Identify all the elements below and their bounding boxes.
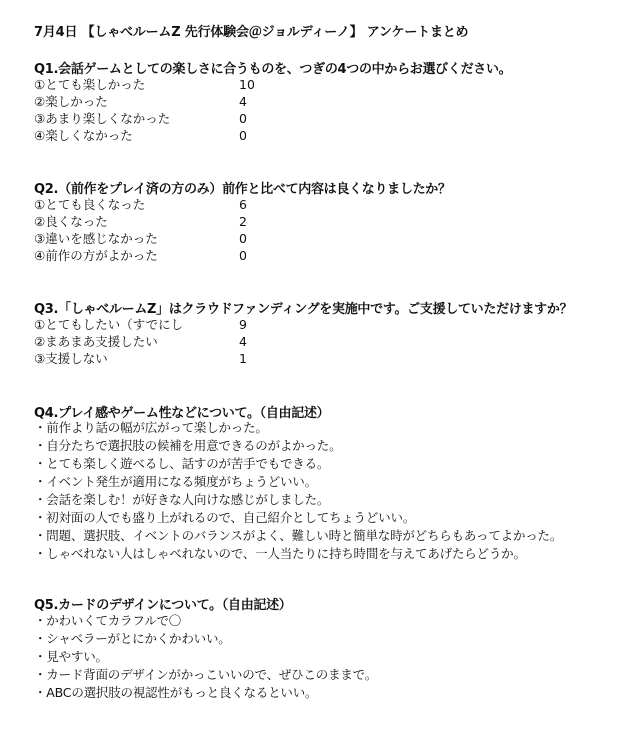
q3-option-count: 4 [239, 334, 247, 349]
q1-option-row [34, 93, 269, 110]
q3-option-label: ①とてもしたい（すでにし [34, 317, 184, 332]
q4-answer: ・初対面の人でも盛り上がれるので、自己紹介としてちょうどいい。 [34, 510, 416, 525]
q1-option-label: ③あまり楽しくなかった [34, 111, 171, 126]
q1-option-count: 0 [239, 111, 247, 126]
q2-option-count: 0 [239, 248, 247, 263]
q1-option-count: 0 [239, 128, 247, 143]
q3-option-count: 9 [239, 317, 247, 332]
q5-answer: ・ABCの選択肢の視認性がもっと良くなるといい。 [34, 685, 318, 700]
q1-option-label: ②楽しかった [34, 94, 108, 109]
q2-option-row [34, 247, 269, 264]
q2-option-row [34, 213, 269, 230]
q2-option-label: ②良くなった [34, 214, 108, 229]
q2-option-count: 0 [239, 231, 247, 246]
q4-answer: ・前作より話の幅が広がって楽しかった。 [34, 420, 268, 435]
q2-option-label: ④前作の方がよかった [34, 248, 158, 263]
q2-option-count: 2 [239, 214, 247, 229]
q2-option-row [34, 196, 269, 213]
q3-option-count: 1 [239, 351, 247, 366]
q2-question: Q2.（前作をプレイ済の方のみ）前作と比べて内容は良くなりましたか？ [34, 182, 451, 197]
q3-question: Q3.「しゃべルームZ」はクラウドファンディングを実施中です。ご支援していただけますか？ [34, 302, 573, 317]
q3-option-row [34, 350, 269, 367]
q4-answer: ・問題、選択肢、イベントのバランスがよく、難しい時と簡単な時がどちらもあってよかった。 [34, 528, 563, 543]
q4-answer: ・しゃべれない人はしゃべれないので、一人当たりに持ち時間を与えてあげたらどうか。 [34, 546, 526, 561]
q5-answer: ・カード背面のデザインがかっこいいので、ぜひこのままで。 [34, 667, 378, 682]
q3-option-label: ②まあまあ支援したい [34, 334, 158, 349]
q1-option-row [34, 127, 269, 144]
q2-option-label: ③違いを感じなかった [34, 231, 158, 246]
q2-option-label: ①とても良くなった [34, 197, 146, 212]
q1-option-count: 4 [239, 94, 247, 109]
q5-answer: ・シャベラーがとにかくかわいい。 [34, 631, 231, 646]
q2-option-count: 6 [239, 197, 247, 212]
q4-question: Q4.プレイ感やゲーム性などについて。（自由記述） [34, 406, 330, 421]
q1-option-count: 10 [239, 77, 255, 92]
q1-option-label: ④楽しくなかった [34, 128, 133, 143]
q1-option-label: ①とても楽しかった [34, 77, 146, 92]
q4-answer: ・とても楽しく遊べるし、話すのが苦手でもできる。 [34, 456, 330, 471]
q5-answer: ・見やすい。 [34, 649, 108, 664]
q3-option-label: ③支援しない [34, 351, 108, 366]
q3-option-row [34, 316, 269, 333]
q1-question: Q1.会話ゲームとしての楽しさに合うものを、つぎの4つの中からお選びください。 [34, 62, 512, 77]
q4-answer: ・自分たちで選択肢の候補を用意できるのがよかった。 [34, 438, 342, 453]
q1-option-row [34, 110, 269, 127]
q4-answer: ・会話を楽しむ！が好きな人向けな感じがしました。 [34, 492, 330, 507]
q3-option-row [34, 333, 269, 350]
q2-option-row [34, 230, 269, 247]
q5-question: Q5.カードのデザインについて。（自由記述） [34, 598, 292, 613]
q1-option-row [34, 76, 269, 93]
q4-answer: ・イベント発生が適用になる頻度がちょうどいい。 [34, 474, 317, 489]
q5-answer: ・かわいくてカラフルで〇 [34, 613, 182, 628]
document-title: 7月4日 【しゃべルームZ 先行体験会＠ジョルディーノ】 アンケートまとめ [34, 25, 469, 40]
